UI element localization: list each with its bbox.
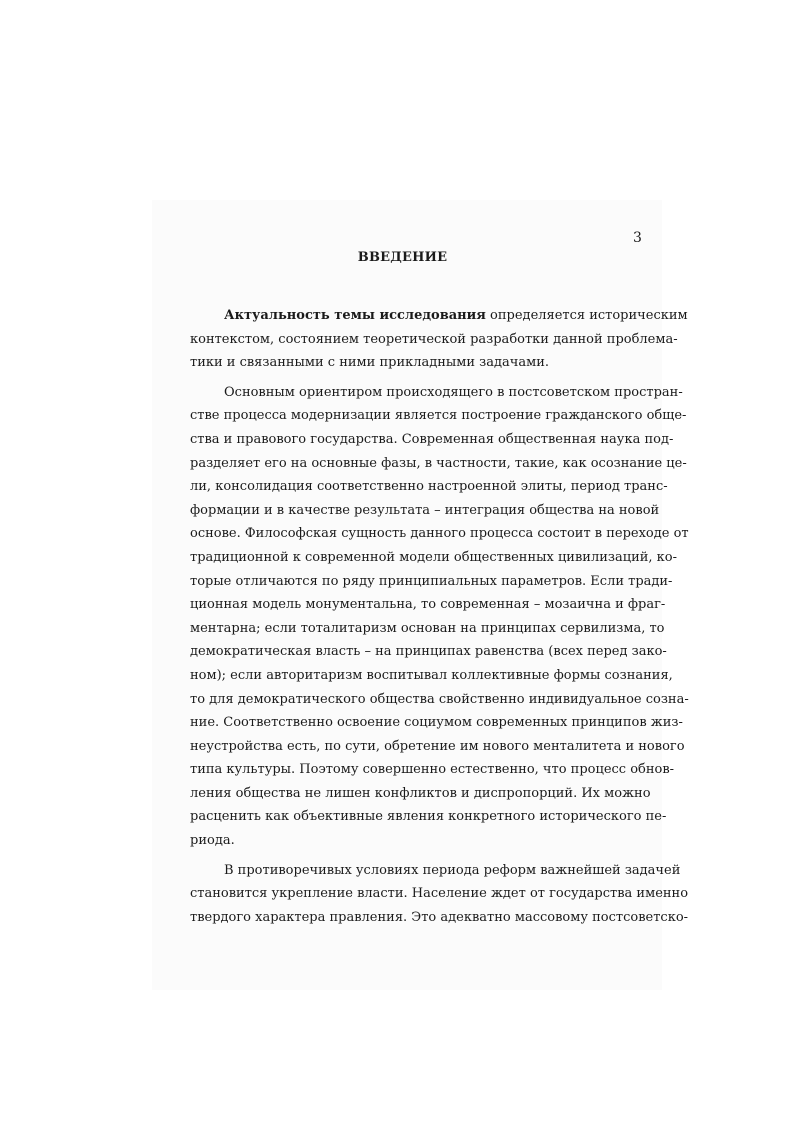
- paragraph-line: ментарна; если тоталитаризм основан на принципах сервилизма, то: [190, 620, 665, 636]
- paragraph-line: типа культуры. Поэтому совершенно естественно, что процесс обнов-: [190, 762, 675, 778]
- paragraph-line: расценить как объективные явления конкретного исторического пе-: [190, 809, 667, 825]
- page-number: 3: [633, 230, 642, 246]
- paragraph-line: ном); если авторитаризм воспитывал коллективные формы сознания,: [190, 667, 673, 683]
- paragraph-line: ние. Соответственно освоение социумом современных принципов жиз-: [190, 715, 683, 731]
- paragraph-line: торые отличаются по ряду принципиальных параметров. Если тради-: [190, 573, 673, 589]
- paragraph-line: твердого характера правления. Это адекватно массовому постсоветско-: [190, 909, 689, 925]
- paragraph-line: тики и связанными с ними прикладными задачами.: [190, 355, 550, 371]
- paragraph-line: неустройства есть, по сути, обретение им нового менталитета и нового: [190, 738, 685, 754]
- paragraph-line: ления общества не лишен конфликтов и диспропорций. Их можно: [190, 785, 651, 801]
- paragraph-line: основе. Философская сущность данного процесса состоит в переходе от: [190, 526, 689, 542]
- paragraph-line: ли, консолидация соответственно настроенной элиты, период транс-: [190, 479, 668, 495]
- paragraph-line: то для демократического общества свойственно индивидуальное созна-: [190, 691, 689, 707]
- paragraph-line: формации и в качестве результата – интеграция общества на новой: [190, 502, 660, 518]
- line-text: определяется историческим: [485, 308, 688, 323]
- paragraph-line: [190, 304, 688, 328]
- paragraph-line: Основным ориентиром происходящего в постсоветском простран-: [224, 384, 683, 400]
- paragraph-line: контекстом, состоянием теоретической разработки данной проблема-: [190, 331, 678, 347]
- paragraph-line: становится укрепление власти. Население ждет от государства именно: [190, 886, 689, 902]
- paragraph-reforms: [190, 859, 689, 930]
- section-heading: ВВЕДЕНИЕ: [357, 250, 448, 265]
- paragraph-line: В противоречивых условиях периода реформ важнейшей задачей: [224, 862, 681, 878]
- paragraph-modernization: [190, 381, 689, 853]
- paragraph-line: ционная модель монументальна, то современная – мозаична и фраг-: [190, 597, 666, 613]
- paragraph-line: демократическая власть – на принципах равенства (всех перед зако-: [190, 644, 667, 660]
- paragraph-line: стве процесса модернизации является построение гражданского обще-: [190, 408, 687, 424]
- relevance-term: Актуальность темы исследования: [224, 308, 486, 323]
- paragraph-line: разделяет его на основные фазы, в частности, такие, как осознание це-: [190, 455, 687, 471]
- paragraph-line: традиционной к современной модели общественных цивилизаций, ко-: [190, 549, 678, 565]
- paragraph-relevance: [190, 304, 688, 375]
- paragraph-line: риода.: [190, 833, 235, 849]
- body-text: [190, 304, 689, 935]
- paragraph-line: ства и правового государства. Современная общественная наука под-: [190, 431, 674, 447]
